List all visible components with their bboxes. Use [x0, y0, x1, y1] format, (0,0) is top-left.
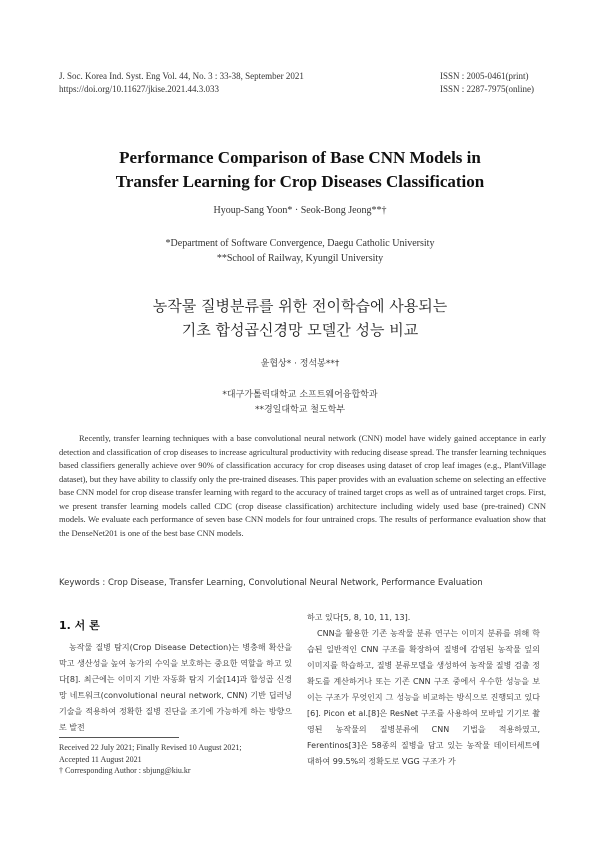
footnote [59, 742, 292, 777]
keywords-text: Crop Disease, Transfer Learning, Convolutional Neural Network, Performance Evaluation [108, 578, 483, 588]
authors-english: Hyoup-Sang Yoon* · Seok-Bong Jeong**† [213, 205, 387, 216]
intro-paragraph-2: CNN을 활용한 기존 농작물 분류 연구는 이미지 분류를 위해 학습된 일반적인 CNN 구조를 확장하여 질병에 감염된 농작물 잎의 이미지를 학습하고, 질병 분류모델을 생성하여 농작물 질병 검출 정확도를 계산하거나 또는 기존 CNN 구조 중에서 우수한 성능을 보이는 구조가 무엇인지 그 성능을 비교하는 방식으로 진행되고 있다[6]. Picon et al.[8]은 ResNet 구조를 사용하여 모바일 기기로 촬영된 농작물의 질병분류에 CNN 기법을 적용하였고, Ferentinos[3]은 58종의 질병을 담고 있는 농작물 데이터세트에 대하여 99.5%의 정확도로 VGG 구조가 가 [307, 629, 540, 766]
body-column-right [307, 610, 540, 770]
authors-korean: 윤협상* · 정석봉**† [260, 359, 340, 369]
affiliation-en-1: *Department of Software Convergence, Daegu Catholic University [165, 238, 435, 249]
abstract [59, 432, 546, 540]
title-ko-line1: 농작물 질병분류를 위한 전이학습에 사용되는 [152, 297, 448, 315]
doi-link[interactable]: https://doi.org/10.11627/jkise.2021.44.3.033 [59, 84, 220, 94]
paper-title-english [0, 146, 600, 194]
affiliation-en-2: **School of Railway, Kyungil University [216, 253, 384, 264]
footnote-corresponding-author: † Corresponding Author : sbjung@kiu.kr [59, 766, 191, 775]
paper-title-korean [0, 294, 600, 342]
body-column-left [59, 640, 292, 736]
issn-online: ISSN : 2287-7975(online) [440, 84, 534, 94]
footnote-accepted: Accepted 11 August 2021 [59, 754, 142, 764]
section-heading-introduction: 1. 서 론 [59, 619, 100, 632]
journal-header [59, 70, 304, 96]
affiliation-ko-1: *대구가톨릭대학교 소프트웨어융합학과 [222, 390, 378, 400]
keywords [59, 578, 546, 588]
title-ko-line2: 기초 합성곱신경망 모델간 성능 비교 [181, 321, 419, 339]
keywords-label: Keywords : [59, 578, 108, 588]
intro-paragraph-1-continued: 하고 있다[5, 8, 10, 11, 13]. [307, 613, 411, 622]
title-en-line1: Performance Comparison of Base CNN Models in [119, 148, 481, 167]
footnote-divider [59, 737, 179, 738]
title-en-line2: Transfer Learning for Crop Diseases Classification [115, 172, 485, 191]
footnote-received: Received 22 July 2021; Finally Revised 10 August 2021; [59, 743, 242, 752]
abstract-text: Recently, transfer learning techniques with a base convolutional neural network (CNN) model have widely gained acceptance in early detection and classification of crop diseases to increase agricultural productivity with reducing disease spread. The transfer learning techniques based classifiers generally achieve over 90% of classification accuracy for crop diseases using dataset of crop leaf images (e.g., PlantVillage dataset), but they have ability to classify only the pre-trained diseases. This paper provides with an evaluation scheme on selecting an effective base CNN model for crop disease transfer learning with regard to the accuracy of trained target crops as well as of untrained target crops. First, we present transfer learning models called CDC (crop disease classification) architecture including widely used base (pre-trained) CNN models. We evaluate each performance of seven base CNN models for four untrained crops. The results of performance evaluation show that the DenseNet201 is one of the best base CNN models. [59, 433, 546, 538]
affiliations-korean [0, 388, 600, 418]
affiliations-english [0, 236, 600, 266]
affiliation-ko-2: **경일대학교 철도학부 [254, 405, 346, 415]
intro-paragraph-1: 농작물 질병 탐지(Crop Disease Detection)는 병충해 확산을 막고 생산성을 높여 농가의 수익을 보호하는 중요한 역할을 하고 있다[8]. 최근에는 이미지 기반 자동화 탐지 기술[14]과 합성곱 신경망 네트워크(convolutional neural network, CNN) 기반 딥러닝 기술을 적용하여 정확한 질병 진단을 조기에 가능하게 하는 방향으로 발전 [59, 643, 292, 732]
issn-print: ISSN : 2005-0461(print) [440, 71, 529, 81]
issn-block [440, 70, 534, 96]
journal-citation: J. Soc. Korea Ind. Syst. Eng Vol. 44, No. 3 : 33-38, September 2021 [59, 71, 304, 81]
